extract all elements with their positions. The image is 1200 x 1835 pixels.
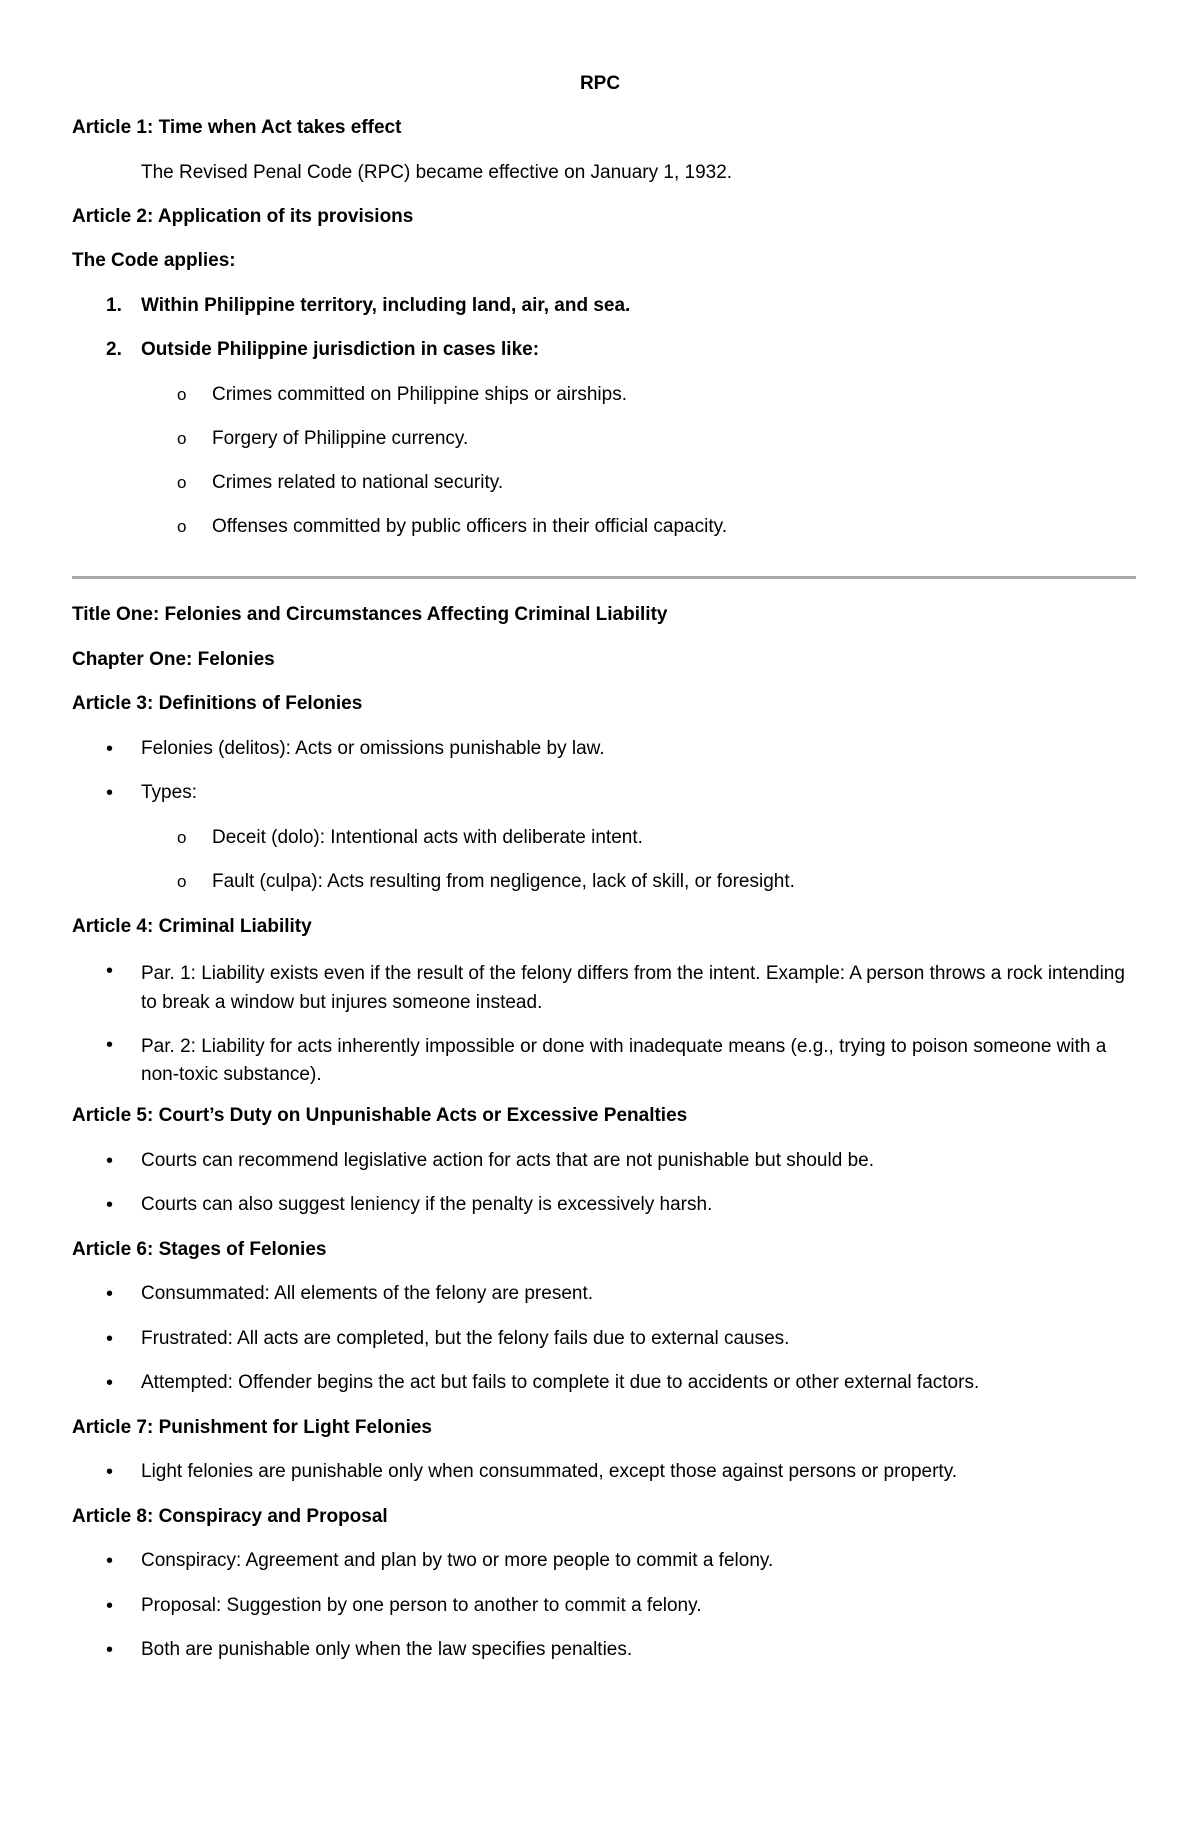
- article-8-heading: Article 8: Conspiracy and Proposal: [72, 1506, 388, 1527]
- bullet-item: Frustrated: All acts are completed, but the felony fails due to external causes.: [141, 1328, 790, 1349]
- bullet-item: Proposal: Suggestion by one person to another to commit a felony.: [141, 1595, 702, 1616]
- article-1-text: The Revised Penal Code (RPC) became effective on January 1, 1932.: [141, 162, 733, 183]
- sub-bullet-marker: o: [177, 473, 187, 492]
- list-number: 2.: [106, 339, 122, 360]
- sub-list-item: Crimes committed on Philippine ships or airships.: [212, 384, 627, 405]
- article-1-heading: Article 1: Time when Act takes effect: [72, 117, 402, 138]
- horizontal-rule: [72, 576, 1136, 579]
- numbered-item: Outside Philippine jurisdiction in cases like:: [141, 339, 540, 360]
- chapter-one-heading: Chapter One: Felonies: [72, 649, 275, 670]
- article-7-heading: Article 7: Punishment for Light Felonies: [72, 1417, 432, 1438]
- list-number: 1.: [106, 295, 122, 316]
- bullet-item: Consummated: All elements of the felony are present.: [141, 1283, 594, 1304]
- article-5-heading: Article 5: Court’s Duty on Unpunishable Acts or Excessive Penalties: [72, 1105, 688, 1126]
- sub-list-item: Forgery of Philippine currency.: [212, 428, 469, 449]
- sub-bullet-marker: o: [177, 517, 187, 536]
- bullet-marker: •: [106, 1328, 114, 1350]
- title-one-heading: Title One: Felonies and Circumstances Affecting Criminal Liability: [72, 604, 668, 625]
- article-6-heading: Article 6: Stages of Felonies: [72, 1239, 327, 1260]
- document-title: RPC: [579, 73, 621, 94]
- bullet-item: Par. 2: Liability for acts inherently impossible or done with inadequate means (e.g., trying to poison someone with a non-toxic substance).: [141, 1036, 1107, 1085]
- sub-list-item: Offenses committed by public officers in their official capacity.: [212, 516, 727, 537]
- sub-list-item: Fault (culpa): Acts resulting from negligence, lack of skill, or foresight.: [212, 871, 795, 892]
- sub-list-item: Deceit (dolo): Intentional acts with deliberate intent.: [212, 827, 643, 848]
- bullet-item: Par. 1: Liability exists even if the result of the felony differs from the intent. Example: A person throws a rock intending to break a window but injures someone instead.: [141, 963, 1125, 1013]
- bullet-marker: •: [106, 1194, 114, 1216]
- sub-bullet-marker: o: [177, 872, 187, 891]
- bullet-marker: •: [106, 1595, 114, 1617]
- article-2-heading: Article 2: Application of its provisions: [72, 206, 414, 227]
- bullet-marker: •: [106, 960, 114, 982]
- bullet-item: Courts can recommend legislative action for acts that are not punishable but should be.: [141, 1150, 874, 1171]
- article-4-heading: Article 4: Criminal Liability: [72, 916, 312, 937]
- bullet-item: Courts can also suggest leniency if the penalty is excessively harsh.: [141, 1194, 713, 1215]
- bullet-marker: •: [106, 1639, 114, 1661]
- bullet-item: Types:: [141, 782, 197, 803]
- bullet-marker: •: [106, 1283, 114, 1305]
- bullet-marker: •: [106, 1150, 114, 1172]
- sub-bullet-marker: o: [177, 429, 187, 448]
- bullet-item: Conspiracy: Agreement and plan by two or more people to commit a felony.: [141, 1550, 774, 1571]
- sub-list-item: Crimes related to national security.: [212, 472, 504, 493]
- bullet-marker: •: [106, 1550, 114, 1572]
- bullet-item: Felonies (delitos): Acts or omissions punishable by law.: [141, 738, 605, 759]
- bullet-item: Attempted: Offender begins the act but fails to complete it due to accidents or other external factors.: [141, 1372, 980, 1393]
- sub-bullet-marker: o: [177, 828, 187, 847]
- article-3-heading: Article 3: Definitions of Felonies: [72, 693, 363, 714]
- bullet-marker: •: [106, 1034, 114, 1056]
- sub-bullet-marker: o: [177, 385, 187, 404]
- numbered-item: Within Philippine territory, including land, air, and sea.: [141, 295, 631, 316]
- bullet-item: Light felonies are punishable only when consummated, except those against persons or property.: [141, 1461, 958, 1482]
- bullet-marker: •: [106, 738, 114, 760]
- bullet-marker: •: [106, 782, 114, 804]
- bullet-item: Both are punishable only when the law specifies penalties.: [141, 1639, 633, 1660]
- article-2-intro: The Code applies:: [72, 250, 236, 271]
- bullet-marker: •: [106, 1372, 114, 1394]
- bullet-marker: •: [106, 1461, 114, 1483]
